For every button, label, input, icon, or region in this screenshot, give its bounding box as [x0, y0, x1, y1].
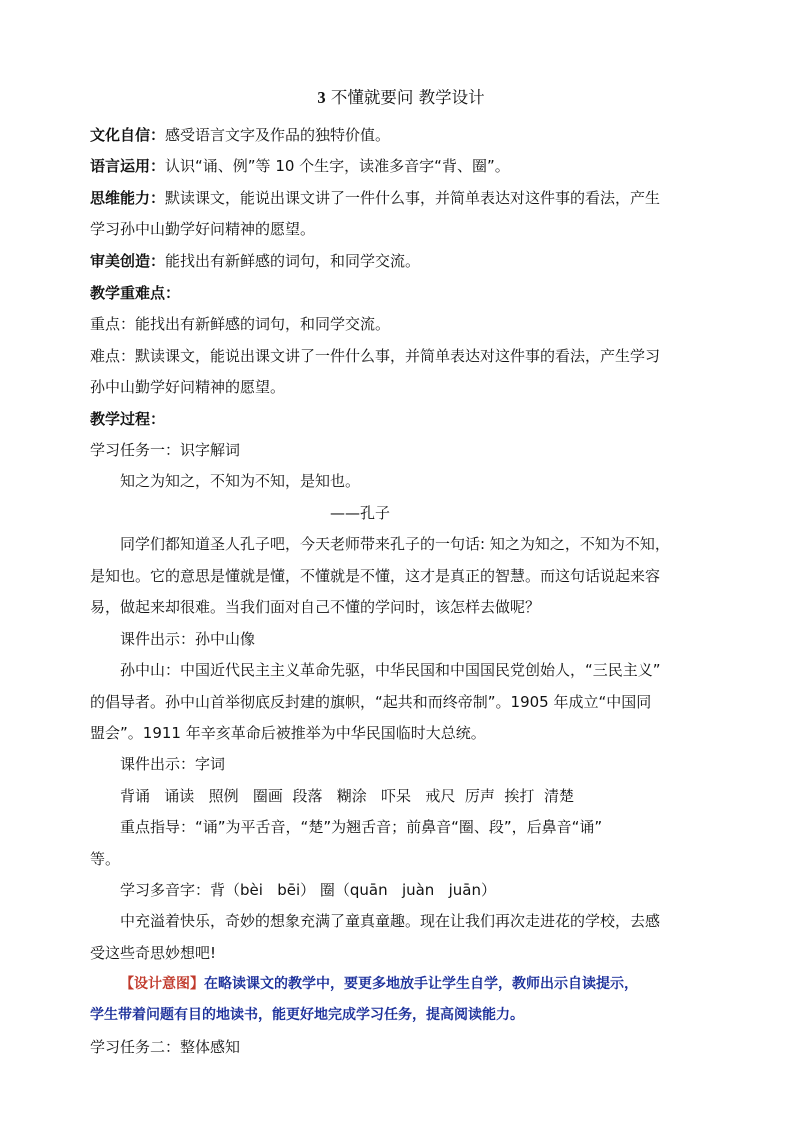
objective-label: 文化自信： — [90, 126, 166, 144]
document-title — [90, 86, 712, 110]
quote-author: ——孔子 — [330, 504, 391, 522]
objective-label: 审美创造： — [90, 252, 166, 270]
guide-line: 重点指导：“诵”为平舌音，“楚”为翘舌音；前鼻音“圈、段”，后鼻音“诵” — [120, 818, 603, 836]
guide-line: 等。 — [90, 850, 121, 868]
slide-note: 课件出示：字词 — [120, 755, 226, 773]
difficult-point: 难点：默读课文，能说出课文讲了一件什么事，并简单表达对这件事的看法，产生学习 — [90, 347, 661, 365]
design-intent-tag: 【设计意图】 — [120, 976, 204, 992]
paragraph-line: 易，做起来却很难。当我们面对自己不懂的学问时，该怎样去做呢？ — [90, 598, 541, 616]
objective-language — [90, 155, 510, 177]
quote: 知之为知之，不知为不知，是知也。 — [120, 472, 361, 490]
polyphonic-line: 学习多音字：背（bèi bēi） 圈（quān juàn juān） — [120, 881, 496, 899]
design-intent-cont: 学生带着问题有目的地读书，能更好地完成学习任务，提高阅读能力。 — [90, 1007, 524, 1023]
key-point: 重点：能找出有新鲜感的词句，和同学交流。 — [90, 315, 391, 333]
task1-heading: 学习任务一：识字解词 — [90, 441, 241, 459]
design-intent-text: 在略读课文的教学中，要更多地放手让学生自学，教师出示自读提示， — [204, 976, 638, 992]
objective-label: 语言运用： — [90, 157, 166, 175]
design-intent — [120, 973, 638, 995]
paragraph-line: 孙中山：中国近代民主主义革命先驱，中华民国和中国国民党创始人，“三民主义” — [120, 661, 661, 679]
task2-heading: 学习任务二：整体感知 — [90, 1038, 241, 1056]
paragraph-line: 是知也。它的意思是懂就是懂，不懂就是不懂，这才是真正的智慧。而这句话说起来容 — [90, 567, 661, 585]
objective-aesthetic — [90, 250, 420, 272]
objective-text: 默读课文，能说出课文讲了一件什么事，并简单表达对这件事的看法，产生 — [165, 189, 661, 207]
key-points-heading: 教学重难点： — [90, 284, 181, 302]
slide-note: 课件出示：孙中山像 — [120, 630, 256, 648]
paragraph-line: 的倡导者。孙中山首举彻底反封建的旗帜，“起共和而终帝制”。1905 年成立“中国同 — [90, 693, 652, 711]
objective-thinking-cont: 学习孙中山勤学好问精神的愿望。 — [90, 220, 316, 238]
paragraph-line: 盟会”。1911 年辛亥革命后被推举为中华民国临时大总统。 — [90, 724, 486, 742]
paragraph-line: 受这些奇思妙想吧! — [90, 944, 217, 962]
objective-text: 认识“诵、例”等 10 个生字，读准多音字“背、圈”。 — [165, 157, 510, 175]
objective-label: 思维能力： — [90, 189, 166, 207]
word-list: 背诵 诵读 照例 圈画 段落 糊涂 吓呆 戒尺 厉声 挨打 清楚 — [120, 787, 574, 805]
title-number: 3 — [317, 88, 326, 107]
objective-text: 感受语言文字及作品的独特价值。 — [165, 126, 391, 144]
difficult-point-cont: 孙中山勤学好问精神的愿望。 — [90, 378, 286, 396]
objective-text: 能找出有新鲜感的词句，和同学交流。 — [165, 252, 421, 270]
objective-thinking — [90, 187, 660, 209]
process-heading: 教学过程： — [90, 410, 166, 428]
title-text: 不懂就要问 教学设计 — [330, 88, 485, 107]
objective-culture — [90, 124, 390, 146]
paragraph-line: 中充溢着快乐，奇妙的想象充满了童真童趣。现在让我们再次走进花的学校，去感 — [120, 912, 661, 930]
paragraph-line: 同学们都知道圣人孔子吧，今天老师带来孔子的一句话: 知之为知之，不知为不知， — [120, 535, 670, 553]
